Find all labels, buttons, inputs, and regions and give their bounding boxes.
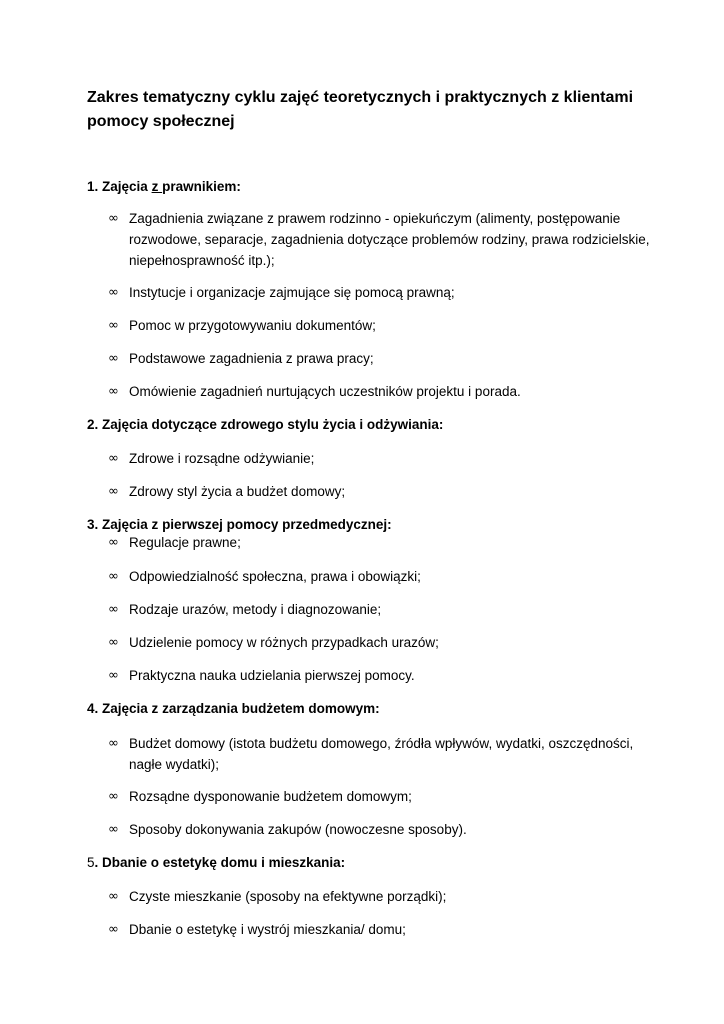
infinity-bullet-icon: ∞ [108,569,119,584]
infinity-bullet-icon: ∞ [108,668,119,683]
infinity-bullet-icon: ∞ [108,451,119,466]
list-item-text: Sposoby dokonywania zakupów (nowoczesne sposoby). [129,822,467,837]
list-item [108,566,653,587]
infinity-bullet-icon: ∞ [108,484,119,499]
infinity-bullet-icon: ∞ [108,318,119,333]
list-item [108,786,653,807]
document-title: Zakres tematyczny cyklu zajęć teoretycznych i praktycznych z klientami pomocy społecznej [87,89,634,130]
infinity-bullet-icon: ∞ [108,736,119,751]
infinity-bullet-icon: ∞ [108,384,119,399]
list-item-text: Dbanie o estetykę i wystrój mieszkania/ domu; [129,922,406,937]
list-item [108,381,653,402]
section-5-heading-text: Dbanie o estetykę domu i mieszkania: [98,855,346,870]
list-item-text: Zagadnienia związane z prawem rodzinno - opiekuńczym (alimenty, postępowanie rozwodowe, separacje, zagadnienia dotyczące problemów rodziny, prawa rodzicielskie, niepełnosprawność itp.); [129,211,650,268]
list-item-text: Udzielenie pomocy w różnych przypadkach urazów; [129,635,439,650]
infinity-bullet-icon: ∞ [108,635,119,650]
list-item [108,448,653,469]
list-item-text: Budżet domowy (istota budżetu domowego, źródła wpływów, wydatki, oszczędności, nagłe wydatki); [129,736,634,772]
list-item-text: Regulacje prawne; [129,535,241,550]
list-item [108,665,653,686]
list-item-text: Rozsądne dysponowanie budżetem domowym; [129,789,412,804]
section-1-number: 1. [87,179,99,194]
section-2-heading [87,416,443,434]
list-item-text: Rodzaje urazów, metody i diagnozowanie; [129,602,382,617]
infinity-bullet-icon: ∞ [108,535,119,550]
section-1-heading-underlined: z [151,179,163,194]
infinity-bullet-icon: ∞ [108,211,119,226]
list-item [108,282,653,303]
list-item-text: Odpowiedzialność społeczna, prawa i obowiązki; [129,569,421,584]
list-item [108,819,653,840]
section-1-heading-post: prawnikiem: [162,179,241,194]
list-item-text: Zdrowy styl życia a budżet domowy; [129,484,346,499]
section-3-number: 3. [87,517,99,532]
list-item [108,886,653,907]
list-item [108,919,653,940]
section-4-heading-text: Zajęcia z zarządzania budżetem domowym: [102,701,380,716]
list-item [108,733,653,775]
list-item-text: Praktyczna nauka udzielania pierwszej pomocy. [129,668,415,683]
infinity-bullet-icon: ∞ [108,922,119,937]
infinity-bullet-icon: ∞ [108,351,119,366]
section-1-heading [87,178,241,196]
section-2-number: 2. [87,417,99,432]
list-item [108,208,653,271]
infinity-bullet-icon: ∞ [108,602,119,617]
section-5-number: 5 [87,855,95,870]
infinity-bullet-icon: ∞ [108,889,119,904]
section-4-heading [87,700,380,718]
section-3-heading-text: Zajęcia z pierwszej pomocy przedmedycznej: [102,517,392,532]
section-2-heading-text: Zajęcia dotyczące zdrowego stylu życia i odżywiania: [102,417,444,432]
list-item [108,348,653,369]
infinity-bullet-icon: ∞ [108,285,119,300]
list-item [108,481,653,502]
section-1-heading-pre: Zajęcia [102,179,152,194]
section-4-number: 4. [87,701,99,716]
list-item-text: Omówienie zagadnień nurtujących uczestników projektu i porada. [129,384,521,399]
list-item [108,632,653,653]
list-item [108,599,653,620]
section-5-heading [87,854,345,872]
list-item-text: Pomoc w przygotowywaniu dokumentów; [129,318,376,333]
infinity-bullet-icon: ∞ [108,789,119,804]
list-item-text: Zdrowe i rozsądne odżywianie; [129,451,315,466]
list-item-text: Instytucje i organizacje zajmujące się pomocą prawną; [129,285,455,300]
list-item-text: Czyste mieszkanie (sposoby na efektywne porządki); [129,889,447,904]
list-item-text: Podstawowe zagadnienia z prawa pracy; [129,351,374,366]
list-item [108,532,653,553]
infinity-bullet-icon: ∞ [108,822,119,837]
list-item [108,315,653,336]
section-5-number-suffix: . [94,855,99,870]
